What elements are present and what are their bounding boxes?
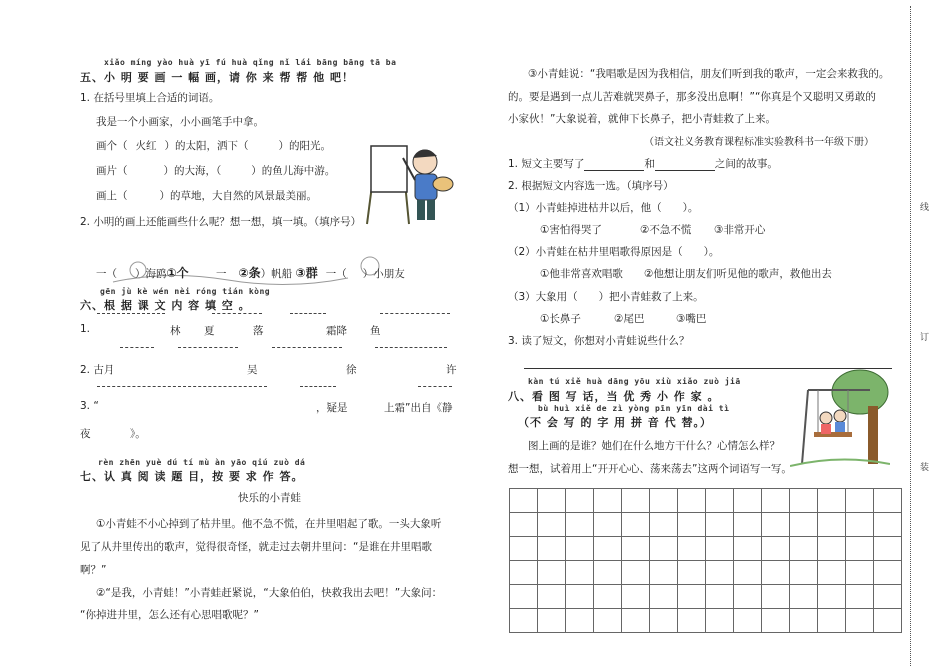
story-p1c: 啊？” [80,564,107,576]
s5-blank-2[interactable]: ）的太阳，洒下（ [164,140,249,152]
boy-painting-illustration [365,132,455,227]
grid-cell[interactable] [790,489,818,513]
s6-dash [380,313,450,314]
grid-cell[interactable] [818,489,846,513]
s5-pinyin: xiǎo míng yào huà yī fú huà qǐng nǐ lái bāng bāng tā ba [104,58,397,67]
grid-cell[interactable] [594,489,622,513]
grid-cell[interactable] [874,609,902,633]
grid-cell[interactable] [678,513,706,537]
s8-question: 图上画的是谁？她们在什么地方干什么？心情怎么样？ [528,440,780,452]
grid-cell[interactable] [874,513,902,537]
grid-cell[interactable] [594,609,622,633]
r-q2-1-opt-2[interactable]: ②不急不慌 [640,224,692,236]
s6-dash [178,347,238,348]
grid-cell[interactable] [874,489,902,513]
s5-line3: 画上（ ）的草地，大自然的风景最美丽。 [96,190,317,202]
grid-cell[interactable] [566,585,594,609]
grid-cell[interactable] [538,561,566,585]
s8-pinyin-2: bù huì xiě de zì yòng pīn yīn dài tì [538,404,730,413]
writing-grid[interactable] [509,488,902,633]
s5-intro: 我是一个小画家，小小画笔手中拿。 [96,116,264,128]
grid-cell[interactable] [734,585,762,609]
grid-cell[interactable] [790,585,818,609]
s6-r1-no: 1. [80,323,91,335]
grid-cell[interactable] [762,561,790,585]
grid-cell[interactable] [846,609,874,633]
grid-cell[interactable] [818,609,846,633]
r-q2-3: （3）大象用（ ）把小青蛙救了上来。 [508,291,704,303]
r-q2: 2. 根据短文内容选一选。（填序号） [508,180,674,192]
grid-cell[interactable] [790,537,818,561]
story-source: （语文社义务教育课程标准实验教科书一年级下册） [644,137,874,148]
s6-r3-text: 夜 [80,428,91,440]
grid-row [510,537,902,561]
grid-cell[interactable] [734,513,762,537]
side-label: 订 [920,333,930,343]
story-p1b: 见了从井里传出的歌声，觉得很奇怪，就走过去朝井里问：“是谁在井里唱歌 [80,541,432,553]
grid-row [510,513,902,537]
grid-cell[interactable] [510,513,538,537]
grid-cell[interactable] [566,513,594,537]
grid-cell[interactable] [594,561,622,585]
s6-r3-no: 3. “ [80,400,99,412]
grid-cell[interactable] [538,585,566,609]
s6-r1-char: 夏 [204,325,215,337]
grid-cell[interactable] [846,585,874,609]
grid-cell[interactable] [538,489,566,513]
grid-cell[interactable] [622,609,650,633]
grid-cell[interactable] [538,609,566,633]
grid-cell[interactable] [762,513,790,537]
r-q1-blank-1[interactable] [584,160,644,171]
s7-pinyin: rèn zhēn yuè dú tí mù àn yāo qiú zuò dá [98,458,306,467]
grid-cell[interactable] [790,561,818,585]
grid-cell[interactable] [734,489,762,513]
s6-dash [272,347,342,348]
s6-title: 六、根 据 课 文 内 容 填 空 。 [80,299,251,312]
grid-cell[interactable] [622,561,650,585]
grid-cell[interactable] [678,609,706,633]
story-p1a: ①小青蛙不小心掉到了枯井里。他不急不慌，在井里唱起了歌。一头大象听 [96,518,442,530]
grid-cell[interactable] [594,513,622,537]
grid-cell[interactable] [818,537,846,561]
s5-line1-answer: 火红 [135,140,157,152]
s6-r2-char: 徐 [346,364,357,376]
grid-cell[interactable] [566,609,594,633]
s8-subtitle: （不 会 写 的 字 用 拼 音 代 替。） [518,416,712,429]
option-3: ③群 [295,266,318,280]
grid-cell[interactable] [874,537,902,561]
r-q3: 3. 读了短文，你想对小青蛙说些什么？ [508,335,690,347]
s6-dash [290,313,326,314]
grid-cell[interactable] [566,537,594,561]
grid-cell[interactable] [510,561,538,585]
story-p3b: 的。要是遇到一点儿苦难就哭鼻子，那多没出息啊！”“你真是个又聪明又勇敢的 [508,91,876,103]
s6-dash [120,347,154,348]
s6-r1-char: 落 [253,325,264,337]
grid-cell[interactable] [594,537,622,561]
grid-cell[interactable] [510,585,538,609]
grid-cell[interactable] [650,561,678,585]
s6-r3-text: 》。 [130,428,146,440]
r-q2-1: （1）小青蛙掉进枯井以后，他（ ）。 [508,202,699,214]
grid-cell[interactable] [678,585,706,609]
r-q2-1-opt-1[interactable]: ①害怕得哭了 [540,224,602,236]
grid-cell[interactable] [510,537,538,561]
s6-dash [97,386,267,387]
grid-cell[interactable] [762,585,790,609]
grid-cell[interactable] [538,537,566,561]
s8-title: 八、看 图 写 话，当 优 秀 小 作 家 。 [508,390,720,403]
grid-cell[interactable] [706,537,734,561]
grid-cell[interactable] [678,537,706,561]
s6-r2-char: 许 [446,364,457,376]
grid-cell[interactable] [650,489,678,513]
s6-r2-char: 吴 [247,364,258,376]
grid-cell[interactable] [622,537,650,561]
side-label: 装 [920,463,930,473]
s5-q2: 2. 小明的画上还能画些什么呢？想一想，填一填。（填序号） [80,216,362,228]
grid-cell[interactable] [566,489,594,513]
s5-options: 一（ ）海鸥①个 一 ②条）帆船 ③群 一（ ）小朋友 [96,266,405,280]
r-q1: 1. 短文主要写了 和 之间的故事。 [508,158,778,170]
grid-cell[interactable] [762,489,790,513]
grid-cell[interactable] [874,561,902,585]
grid-cell[interactable] [706,489,734,513]
grid-cell[interactable] [566,561,594,585]
grid-cell[interactable] [874,585,902,609]
s5-line2: 画片（ ）的大海，（ ）的鱼儿海中游。 [96,165,336,177]
grid-cell[interactable] [846,561,874,585]
grid-cell[interactable] [650,609,678,633]
grid-cell[interactable] [818,513,846,537]
grid-cell[interactable] [706,609,734,633]
grid-cell[interactable] [706,513,734,537]
grid-cell[interactable] [650,537,678,561]
r-q2-2-opt-2[interactable]: ②他想让朋友们听见他的歌声，救他出去 [644,268,832,280]
grid-cell[interactable] [846,489,874,513]
s8-question-2: 想一想，试着用上“开开心心、荡来荡去”这两个词语写一写。 [508,463,792,475]
grid-row [510,609,902,633]
grid-cell[interactable] [846,513,874,537]
binding-line [910,6,911,666]
grid-cell[interactable] [790,609,818,633]
grid-cell[interactable] [734,537,762,561]
grid-cell[interactable] [678,561,706,585]
s6-r2-no: 2. 古月 [80,364,115,376]
r-q2-3-opt-3[interactable]: ③嘴巴 [676,313,707,325]
grid-cell[interactable] [622,585,650,609]
grid-cell[interactable] [678,489,706,513]
s5-title: 五、小 明 要 画 一 幅 画，请 你 来 帮 帮 他 吧！ [80,71,354,84]
s6-dash [375,347,447,348]
grid-cell[interactable] [538,513,566,537]
s5-q1: 1. 在括号里填上合适的词语。 [80,92,220,104]
option-2: ②条 [238,266,261,280]
grid-row [510,489,902,513]
s5-line1: 画个（ 火红 ）的太阳，洒下（ ）的阳光。 [96,140,331,152]
girls-on-swing-illustration [790,366,890,470]
grid-row [510,585,902,609]
r-q2-3-opt-1[interactable]: ①长鼻子 [540,313,581,325]
s6-dash [418,386,452,387]
r-q2-3-opt-2[interactable]: ②尾巴 [614,313,645,325]
story-p2b: “你掉进井里，怎么还有心思唱歌呢？” [80,609,259,621]
option-1: ①个 [166,266,189,280]
grid-cell[interactable] [818,561,846,585]
grid-cell[interactable] [706,585,734,609]
s6-dash [97,313,165,314]
grid-cell[interactable] [510,489,538,513]
r-q2-2-opt-1[interactable]: ①他非常喜欢唱歌 [540,268,623,280]
grid-cell[interactable] [622,489,650,513]
s7-title: 七、认 真 阅 读 题 目，按 要 求 作 答。 [80,470,304,483]
grid-cell[interactable] [510,609,538,633]
s6-r1-char: 鱼 [370,325,381,337]
grid-cell[interactable] [650,585,678,609]
story-p3c: 小家伙！”大象说着，就伸下长鼻子，把小青蛙救了上来。 [508,113,776,125]
grid-cell[interactable] [734,561,762,585]
r-q2-2: （2）小青蛙在枯井里唱歌得原因是（ ）。 [508,246,720,258]
grid-cell[interactable] [622,513,650,537]
s6-pinyin: gēn jù kè wén nèi róng tián kòng [100,287,271,296]
story-p2a: ②“是我，小青蛙！”小青蛙赶紧说，“大象伯伯，快救我出去吧！”大象问： [96,587,443,599]
grid-row [510,561,902,585]
grid-cell[interactable] [706,561,734,585]
s6-r3-text: ，疑是 [316,402,348,414]
s6-r1-char: 林 [170,325,181,337]
grid-cell[interactable] [650,513,678,537]
grid-cell[interactable] [762,537,790,561]
s6-dash [212,313,262,314]
s6-r3-text: 上霜”出自《静 [384,402,453,414]
s6-dash [300,386,336,387]
grid-cell[interactable] [762,609,790,633]
s8-pinyin-1: kàn tú xiě huà dāng yōu xiù xiǎo zuò jiā [528,377,741,386]
story-p3a: ③小青蛙说：“我唱歌是因为我相信，朋友们听到我的歌声，一定会来救我的。 [528,68,890,80]
grid-cell[interactable] [818,585,846,609]
r-q2-1-opt-3[interactable]: ③非常开心 [714,224,766,236]
story-title: 快乐的小青蛙 [238,492,301,504]
r-q1-blank-2[interactable] [655,160,715,171]
grid-cell[interactable] [846,537,874,561]
s6-r1-char: 霜降 [326,325,347,337]
side-label: 线 [920,203,930,213]
grid-cell[interactable] [790,513,818,537]
grid-cell[interactable] [594,585,622,609]
grid-cell[interactable] [734,609,762,633]
